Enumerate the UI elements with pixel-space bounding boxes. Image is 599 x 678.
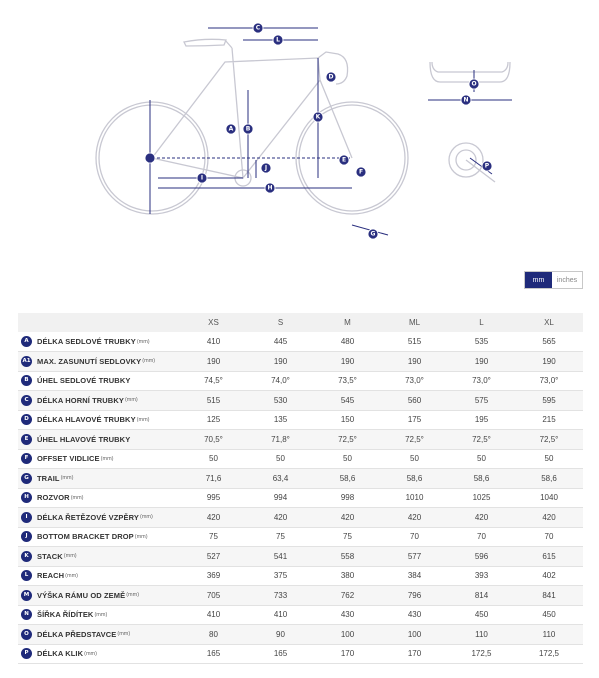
table-row xyxy=(18,586,583,606)
measure-name: ŠÍŘKA ŘÍDÍTEK xyxy=(37,610,94,620)
marker-i xyxy=(197,173,207,183)
cell-value: 170 xyxy=(381,644,448,664)
cell-value: 58,6 xyxy=(448,469,515,489)
cell-value: 190 xyxy=(314,352,381,372)
cell-value: 595 xyxy=(515,391,583,411)
cell-value: 190 xyxy=(247,352,314,372)
cell-value: 575 xyxy=(448,391,515,411)
cell-value: 384 xyxy=(381,566,448,586)
cell-value: 527 xyxy=(180,547,247,567)
measure-badge: G xyxy=(21,473,32,484)
table-row xyxy=(18,352,583,372)
measure-unit: (mm) xyxy=(136,416,150,423)
cell-value: 215 xyxy=(515,410,583,430)
cell-value: 535 xyxy=(448,332,515,352)
cell-value: 615 xyxy=(515,547,583,567)
row-label xyxy=(18,469,180,489)
measure-name: ROZVOR xyxy=(37,493,70,503)
marker-p xyxy=(482,161,492,171)
cell-value: 375 xyxy=(247,566,314,586)
cell-value: 410 xyxy=(180,332,247,352)
svg-text:I: I xyxy=(200,174,204,182)
cell-value: 705 xyxy=(180,586,247,606)
row-label xyxy=(18,605,180,625)
row-label xyxy=(18,352,180,372)
bike-geometry-drawing xyxy=(0,0,599,265)
cell-value: 994 xyxy=(247,488,314,508)
measure-unit: (mm) xyxy=(60,475,74,482)
svg-text:E: E xyxy=(341,156,347,164)
measure-badge: D xyxy=(21,414,32,425)
marker-g xyxy=(368,229,378,239)
cell-value: 369 xyxy=(180,566,247,586)
cell-value: 762 xyxy=(314,586,381,606)
table-row xyxy=(18,644,583,664)
cell-value: 430 xyxy=(314,605,381,625)
cell-value: 50 xyxy=(180,449,247,469)
cell-value: 73,0° xyxy=(515,371,583,391)
cell-value: 50 xyxy=(381,449,448,469)
table-row xyxy=(18,508,583,528)
cell-value: 58,6 xyxy=(381,469,448,489)
cell-value: 170 xyxy=(314,644,381,664)
measure-name: DÉLKA ŘETĚZOVÉ VZPĚRY xyxy=(37,512,139,522)
svg-text:A: A xyxy=(228,125,234,133)
marker-f xyxy=(356,167,366,177)
cell-value: 50 xyxy=(314,449,381,469)
cell-value: 100 xyxy=(314,625,381,645)
table-row xyxy=(18,449,583,469)
cell-value: 541 xyxy=(247,547,314,567)
measure-name: TRAIL xyxy=(37,473,60,483)
measure-name: ÚHEL HLAVOVÉ TRUBKY xyxy=(37,434,131,444)
cell-value: 175 xyxy=(381,410,448,430)
marker-b xyxy=(243,124,253,134)
row-label xyxy=(18,430,180,450)
row-label xyxy=(18,449,180,469)
cell-value: 1040 xyxy=(515,488,583,508)
bike-frame xyxy=(152,40,352,178)
cell-value: 420 xyxy=(515,508,583,528)
measure-badge: H xyxy=(21,492,32,503)
cell-value: 50 xyxy=(515,449,583,469)
cell-value: 420 xyxy=(448,508,515,528)
marker-e xyxy=(339,155,349,165)
measure-unit: (mm) xyxy=(70,494,84,501)
cell-value: 100 xyxy=(381,625,448,645)
measure-unit: (mm) xyxy=(63,553,77,560)
measure-unit: (mm) xyxy=(139,514,153,521)
marker-j xyxy=(261,163,271,173)
table-header-row xyxy=(18,313,583,332)
svg-text:K: K xyxy=(315,113,321,121)
row-label xyxy=(18,488,180,508)
row-label xyxy=(18,566,180,586)
measure-unit: (mm) xyxy=(134,533,148,540)
row-label xyxy=(18,371,180,391)
cell-value: 71,6 xyxy=(180,469,247,489)
cell-value: 72,5° xyxy=(381,430,448,450)
measure-badge: L xyxy=(21,570,32,581)
header-size: L xyxy=(448,313,515,332)
cell-value: 90 xyxy=(247,625,314,645)
cell-value: 998 xyxy=(314,488,381,508)
cell-value: 172,5 xyxy=(448,644,515,664)
cell-value: 73,0° xyxy=(381,371,448,391)
cell-value: 71,8° xyxy=(247,430,314,450)
table-row xyxy=(18,332,583,352)
svg-text:P: P xyxy=(484,162,490,170)
cell-value: 70 xyxy=(381,527,448,547)
svg-text:L: L xyxy=(276,36,280,44)
row-label xyxy=(18,391,180,411)
marker-l xyxy=(273,35,283,45)
row-label xyxy=(18,332,180,352)
marker-h xyxy=(265,183,275,193)
measure-name: REACH xyxy=(37,571,65,581)
cell-value: 165 xyxy=(247,644,314,664)
cell-value: 73,0° xyxy=(448,371,515,391)
row-label xyxy=(18,586,180,606)
cell-value: 796 xyxy=(381,586,448,606)
cell-value: 577 xyxy=(381,547,448,567)
measure-name: DÉLKA HLAVOVÉ TRUBKY xyxy=(37,415,136,425)
table-row xyxy=(18,410,583,430)
cell-value: 70 xyxy=(448,527,515,547)
cell-value: 1025 xyxy=(448,488,515,508)
cell-value: 125 xyxy=(180,410,247,430)
cell-value: 80 xyxy=(180,625,247,645)
cell-value: 72,5° xyxy=(314,430,381,450)
measure-name: DÉLKA KLIK xyxy=(37,649,84,659)
marker-a xyxy=(226,124,236,134)
cell-value: 50 xyxy=(247,449,314,469)
measure-unit: (mm) xyxy=(136,338,150,345)
table-row xyxy=(18,566,583,586)
measure-name: DÉLKA SEDLOVÉ TRUBKY xyxy=(37,337,136,346)
cell-value: 430 xyxy=(381,605,448,625)
measure-badge: M xyxy=(21,590,32,601)
header-size: S xyxy=(247,313,314,332)
cell-value: 58,6 xyxy=(314,469,381,489)
measure-unit: (mm) xyxy=(94,611,108,618)
table-row xyxy=(18,469,583,489)
svg-text:H: H xyxy=(267,184,273,192)
cell-value: 195 xyxy=(448,410,515,430)
svg-text:C: C xyxy=(255,24,261,32)
measure-badge: E xyxy=(21,434,32,445)
svg-text:F: F xyxy=(358,168,364,176)
table-row xyxy=(18,547,583,567)
cell-value: 110 xyxy=(448,625,515,645)
cell-value: 530 xyxy=(247,391,314,411)
measure-name: DÉLKA HORNÍ TRUBKY xyxy=(37,395,124,405)
table-row xyxy=(18,605,583,625)
cell-value: 558 xyxy=(314,547,381,567)
measure-badge: A xyxy=(21,336,32,347)
measure-unit: (mm) xyxy=(142,358,156,365)
header-size: ML xyxy=(381,313,448,332)
measure-unit: (mm) xyxy=(65,572,78,579)
cell-value: 380 xyxy=(314,566,381,586)
unit-inches-button[interactable]: inches xyxy=(552,272,582,288)
cell-value: 841 xyxy=(515,586,583,606)
row-label xyxy=(18,527,180,547)
cell-value: 560 xyxy=(381,391,448,411)
cell-value: 75 xyxy=(247,527,314,547)
cell-value: 733 xyxy=(247,586,314,606)
measure-badge: K xyxy=(21,551,32,562)
measure-badge: J xyxy=(21,531,32,542)
cell-value: 596 xyxy=(448,547,515,567)
measure-unit: (mm) xyxy=(124,397,138,404)
measure-name: MAX. ZASUNUTÍ SEDLOVKY xyxy=(37,356,142,366)
cell-value: 1010 xyxy=(381,488,448,508)
handlebar-drops xyxy=(432,62,508,72)
marker-c xyxy=(253,23,263,33)
cell-value: 165 xyxy=(180,644,247,664)
svg-text:N: N xyxy=(463,96,469,104)
cell-value: 110 xyxy=(515,625,583,645)
cell-value: 58,6 xyxy=(515,469,583,489)
header-label xyxy=(18,313,180,332)
marker-m xyxy=(145,153,155,163)
measure-badge: C xyxy=(21,395,32,406)
measure-unit: (mm) xyxy=(100,455,114,462)
measure-name: OFFSET VIDLICE xyxy=(37,454,100,464)
measure-badge: I xyxy=(21,512,32,523)
svg-text:O: O xyxy=(471,80,477,88)
header-size: XS xyxy=(180,313,247,332)
measure-name: BOTTOM BRACKET DROP xyxy=(37,532,134,542)
cell-value: 135 xyxy=(247,410,314,430)
header-size: M xyxy=(314,313,381,332)
cell-value: 410 xyxy=(247,605,314,625)
cell-value: 150 xyxy=(314,410,381,430)
svg-text:G: G xyxy=(370,230,376,238)
measure-name: ÚHEL SEDLOVÉ TRUBKY xyxy=(37,376,131,386)
measure-unit: (mm) xyxy=(126,592,140,599)
cell-value: 74,0° xyxy=(247,371,314,391)
unit-toggle xyxy=(524,271,583,289)
saddle xyxy=(184,39,226,46)
cell-value: 172,5 xyxy=(515,644,583,664)
cell-value: 190 xyxy=(448,352,515,372)
table-row xyxy=(18,430,583,450)
header-size: XL xyxy=(515,313,583,332)
measure-badge: A1 xyxy=(21,356,32,367)
cell-value: 515 xyxy=(180,391,247,411)
measure-badge: N xyxy=(21,609,32,620)
cell-value: 402 xyxy=(515,566,583,586)
cell-value: 420 xyxy=(180,508,247,528)
measure-unit: (mm) xyxy=(84,650,97,657)
cell-value: 50 xyxy=(448,449,515,469)
row-label xyxy=(18,410,180,430)
row-label xyxy=(18,625,180,645)
cell-value: 420 xyxy=(247,508,314,528)
cell-value: 420 xyxy=(314,508,381,528)
cell-value: 814 xyxy=(448,586,515,606)
row-label xyxy=(18,508,180,528)
cell-value: 190 xyxy=(381,352,448,372)
geometry-table xyxy=(18,313,583,664)
unit-mm-button[interactable]: mm xyxy=(525,272,552,288)
cell-value: 450 xyxy=(515,605,583,625)
marker-o xyxy=(469,79,479,89)
table-row xyxy=(18,488,583,508)
table-row xyxy=(18,625,583,645)
measure-name: VÝŠKA RÁMU OD ZEMĚ xyxy=(37,590,126,600)
cell-value: 63,4 xyxy=(247,469,314,489)
measure-name: STACK xyxy=(37,551,63,561)
svg-text:D: D xyxy=(328,73,334,81)
cell-value: 445 xyxy=(247,332,314,352)
cell-value: 190 xyxy=(180,352,247,372)
cell-value: 450 xyxy=(448,605,515,625)
cell-value: 72,5° xyxy=(448,430,515,450)
cell-value: 75 xyxy=(180,527,247,547)
cell-value: 393 xyxy=(448,566,515,586)
measure-name: DÉLKA PŘEDSTAVCE xyxy=(37,629,117,639)
cell-value: 190 xyxy=(515,352,583,372)
cell-value: 72,5° xyxy=(515,430,583,450)
cell-value: 480 xyxy=(314,332,381,352)
cell-value: 410 xyxy=(180,605,247,625)
marker-n xyxy=(461,95,471,105)
cell-value: 73,5° xyxy=(314,371,381,391)
marker-k xyxy=(313,112,323,122)
cell-value: 70 xyxy=(515,527,583,547)
cell-value: 70,5° xyxy=(180,430,247,450)
measure-badge: B xyxy=(21,375,32,386)
cell-value: 545 xyxy=(314,391,381,411)
cell-value: 565 xyxy=(515,332,583,352)
cell-value: 995 xyxy=(180,488,247,508)
table-row xyxy=(18,527,583,547)
cell-value: 420 xyxy=(381,508,448,528)
geometry-diagram xyxy=(0,0,599,265)
cell-value: 75 xyxy=(314,527,381,547)
measure-unit: (mm) xyxy=(117,631,131,638)
cell-value: 515 xyxy=(381,332,448,352)
measure-badge: P xyxy=(21,648,32,659)
row-label xyxy=(18,644,180,664)
svg-text:B: B xyxy=(245,125,251,133)
row-label xyxy=(18,547,180,567)
measure-badge: O xyxy=(21,629,32,640)
table-row xyxy=(18,371,583,391)
cell-value: 74,5° xyxy=(180,371,247,391)
table-row xyxy=(18,391,583,411)
measure-badge: F xyxy=(21,453,32,464)
marker-d xyxy=(326,72,336,82)
svg-text:J: J xyxy=(264,164,268,172)
